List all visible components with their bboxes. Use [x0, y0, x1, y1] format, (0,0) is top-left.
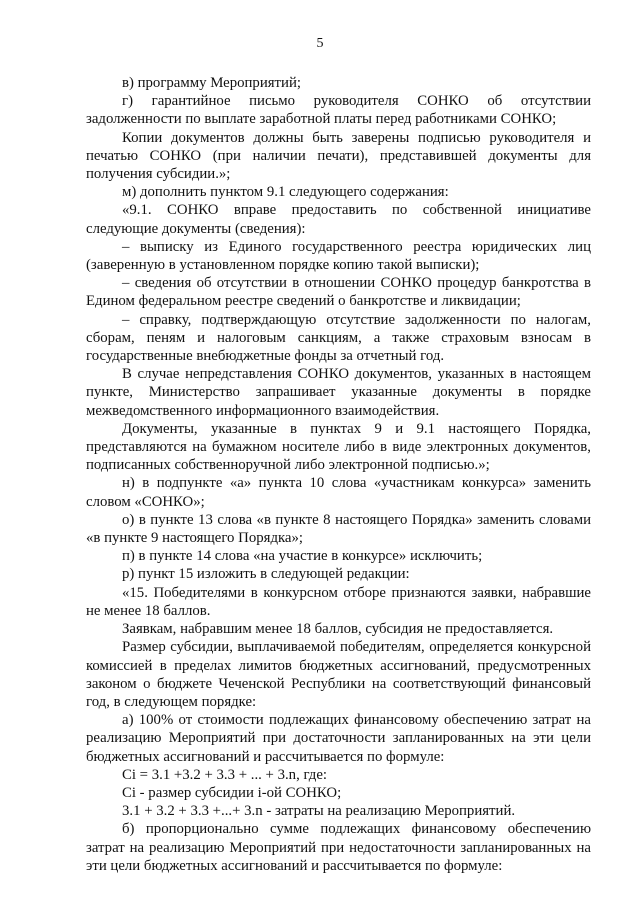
paragraph: – сведения об отсутствии в отношении СОНКО процедур банкротства в Едином федеральном реестре сведений о банкротстве и ликвидации; — [86, 275, 591, 310]
formula-line: Ci = 3.1 +3.2 + 3.3 + ... + 3.n, где: — [122, 766, 328, 783]
paragraph: р) пункт 15 изложить в следующей редакции: — [122, 566, 410, 583]
page-number: 5 — [316, 36, 324, 51]
paragraph: г) гарантийное письмо руководителя СОНКО об отсутствии задолженности по выплате заработной платы перед работниками СОНКО; — [86, 93, 591, 128]
paragraph: Заявкам, набравшим менее 18 баллов, субсидия не предоставляется. — [122, 621, 554, 638]
formula-line: Ci - размер субсидии i-ой СОНКО; — [122, 784, 342, 801]
paragraph: а) 100% от стоимости подлежащих финансовому обеспечению затрат на реализацию Мероприятий при достаточности запланированных на эти цели бюджетных ассигнований и рассчитывается по формуле: — [86, 712, 591, 765]
paragraph: Размер субсидии, выплачиваемой победителям, определяется конкурсной комиссией в пределах лимитов бюджетных ассигнований, предусмотренных законом о бюджете Чеченской Республики на соответствующий финансовый год, в следующем порядке: — [86, 639, 591, 710]
paragraph: м) дополнить пунктом 9.1 следующего содержания: — [122, 184, 449, 201]
paragraph: – справку, подтверждающую отсутствие задолженности по налогам, сборам, пеням и налоговым санкциям, а также страховым взносам в государственные внебюджетные фонды за отчетный год. — [86, 311, 591, 365]
document-body — [86, 74, 591, 875]
paragraph: в) программу Мероприятий; — [122, 75, 301, 91]
paragraph: «15. Победителями в конкурсном отборе признаются заявки, набравшие не менее 18 баллов. — [86, 584, 591, 619]
paragraph: Документы, указанные в пунктах 9 и 9.1 настоящего Порядка, представляются на бумажном носителе либо в виде электронных документов, подписанных собственноручной либо электронной подписью.»; — [86, 420, 591, 474]
paragraph: В случае непредставления СОНКО документов, указанных в настоящем пункте, Министерство запрашивает указанные документы в порядке межведомственного информационного взаимодействия. — [86, 366, 591, 419]
paragraph: п) в пункте 14 слова «на участие в конкурсе» исключить; — [122, 548, 483, 565]
paragraph: «9.1. СОНКО вправе предоставить по собственной инициативе следующие документы (сведения): — [86, 202, 591, 237]
paragraph: б) пропорционально сумме подлежащих финансовому обеспечению затрат на реализацию Мероприятий при недостаточности запланированных на эти цели бюджетных ассигнований и рассчитывается по формуле: — [86, 821, 591, 874]
paragraph: Копии документов должны быть заверены подписью руководителя и печатью СОНКО (при наличии печати), представившей документы для получения субсидии.»; — [86, 129, 591, 183]
paragraph: н) в подпункте «а» пункта 10 слова «участникам конкурса» заменить словом «СОНКО»; — [86, 475, 591, 510]
paragraph: – выписку из Единого государственного реестра юридических лиц (заверенную в установленном порядке копию такой выписки); — [86, 238, 591, 274]
paragraph: о) в пункте 13 слова «в пункте 8 настоящего Порядка» заменить словами «в пункте 9 настоящего Порядка»; — [86, 511, 591, 547]
formula-line: 3.1 + 3.2 + 3.3 +...+ 3.n - затраты на реализацию Мероприятий. — [122, 803, 516, 820]
